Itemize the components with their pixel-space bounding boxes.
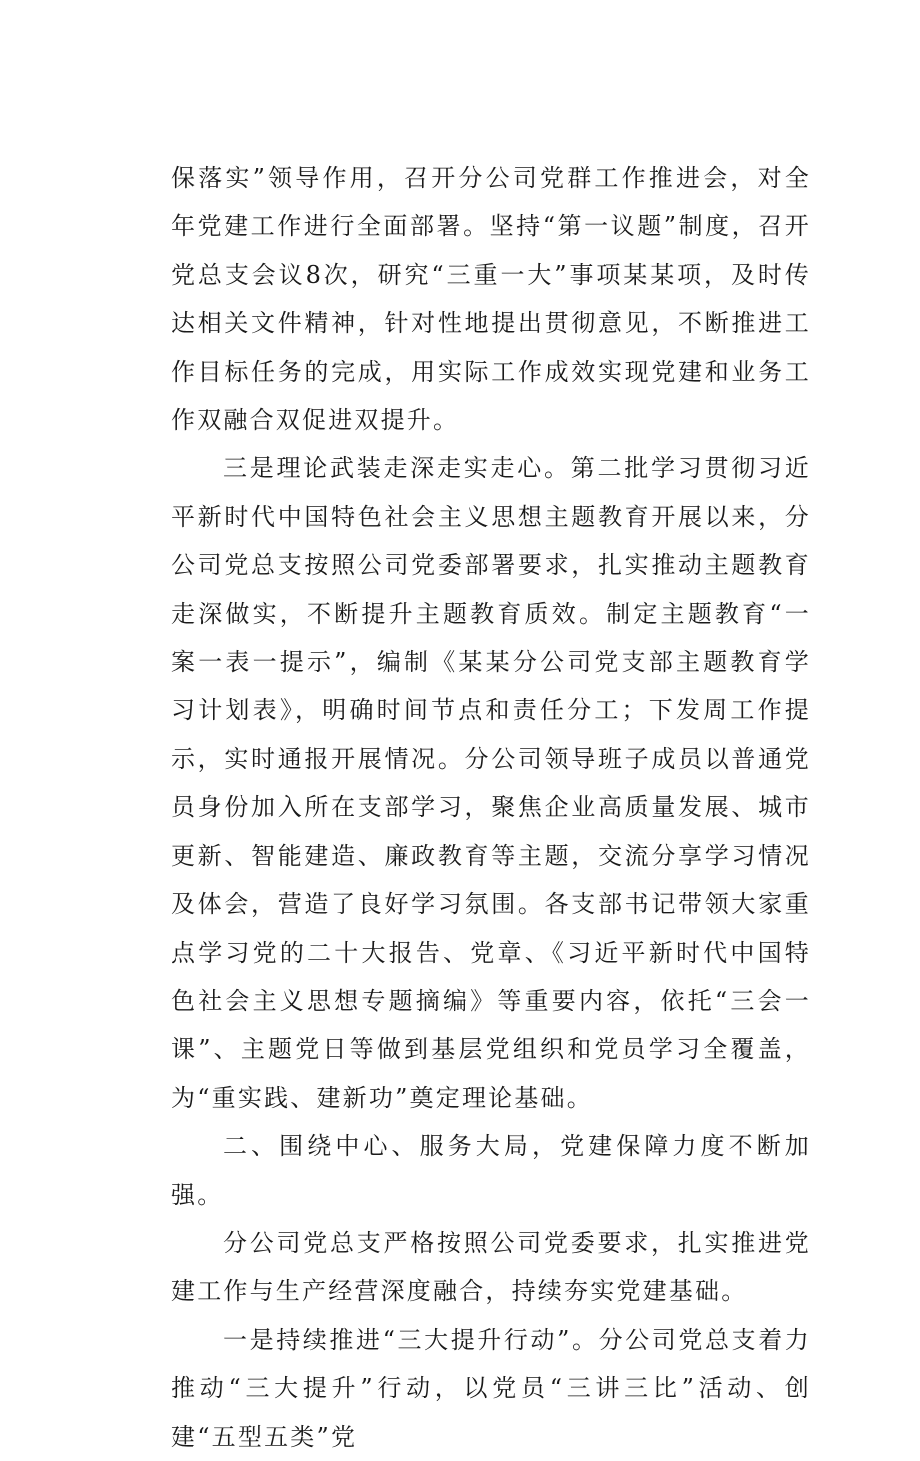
paragraph-integration: 分公司党总支严格按照公司党委要求，扎实推进党建工作与生产经营深度融合，持续夯实党建基础。 bbox=[171, 1228, 811, 1306]
paragraph-continuation: 保落实”领导作用，召开分公司党群工作推进会，对全年党建工作进行全面部署。坚持“第一议题”制度，召开党总支会议8次，研究“三重一大”事项某某项，及时传达相关文件精神，针对性地提出贯彻意见，不断推进工作目标任务的完成，用实际工作成效实现党建和业务工作双融合双促进双提升。 bbox=[171, 164, 811, 435]
document-body bbox=[171, 154, 811, 1461]
section-heading-two: 二、围绕中心、服务大局，党建保障力度不断加强。 bbox=[171, 1132, 811, 1209]
paragraph-theory-study: 三是理论武装走深走实走心。第二批学习贯彻习近平新时代中国特色社会主义思想主题教育开展以来，分公司党总支按照公司党委部署要求，扎实推动主题教育走深做实，不断提升主题教育质效。制定主题教育“一案一表一提示”，编制《某某分公司党支部主题教育学习计划表》，明确时间节点和责任分工；下发周工作提示，实时通报开展情况。分公司领导班子成员以普通党员身份加入所在支部学习，聚焦企业高质量发展、城市更新、智能建造、廉政教育等主题，交流分享学习情况及体会，营造了良好学习氛围。各支部书记带领大家重点学习党的二十大报告、党章、《习近平新时代中国特色社会主义思想专题摘编》等重要内容，依托“三会一课”、主题党日等做到基层党组织和党员学习全覆盖，为“重实践、建新功”奠定理论基础。 bbox=[171, 454, 811, 1112]
paragraph-three-improvements: 一是持续推进“三大提升行动”。分公司党总支着力推动“三大提升”行动，以党员“三讲三比”活动、创建“五型五类”党 bbox=[171, 1325, 811, 1451]
